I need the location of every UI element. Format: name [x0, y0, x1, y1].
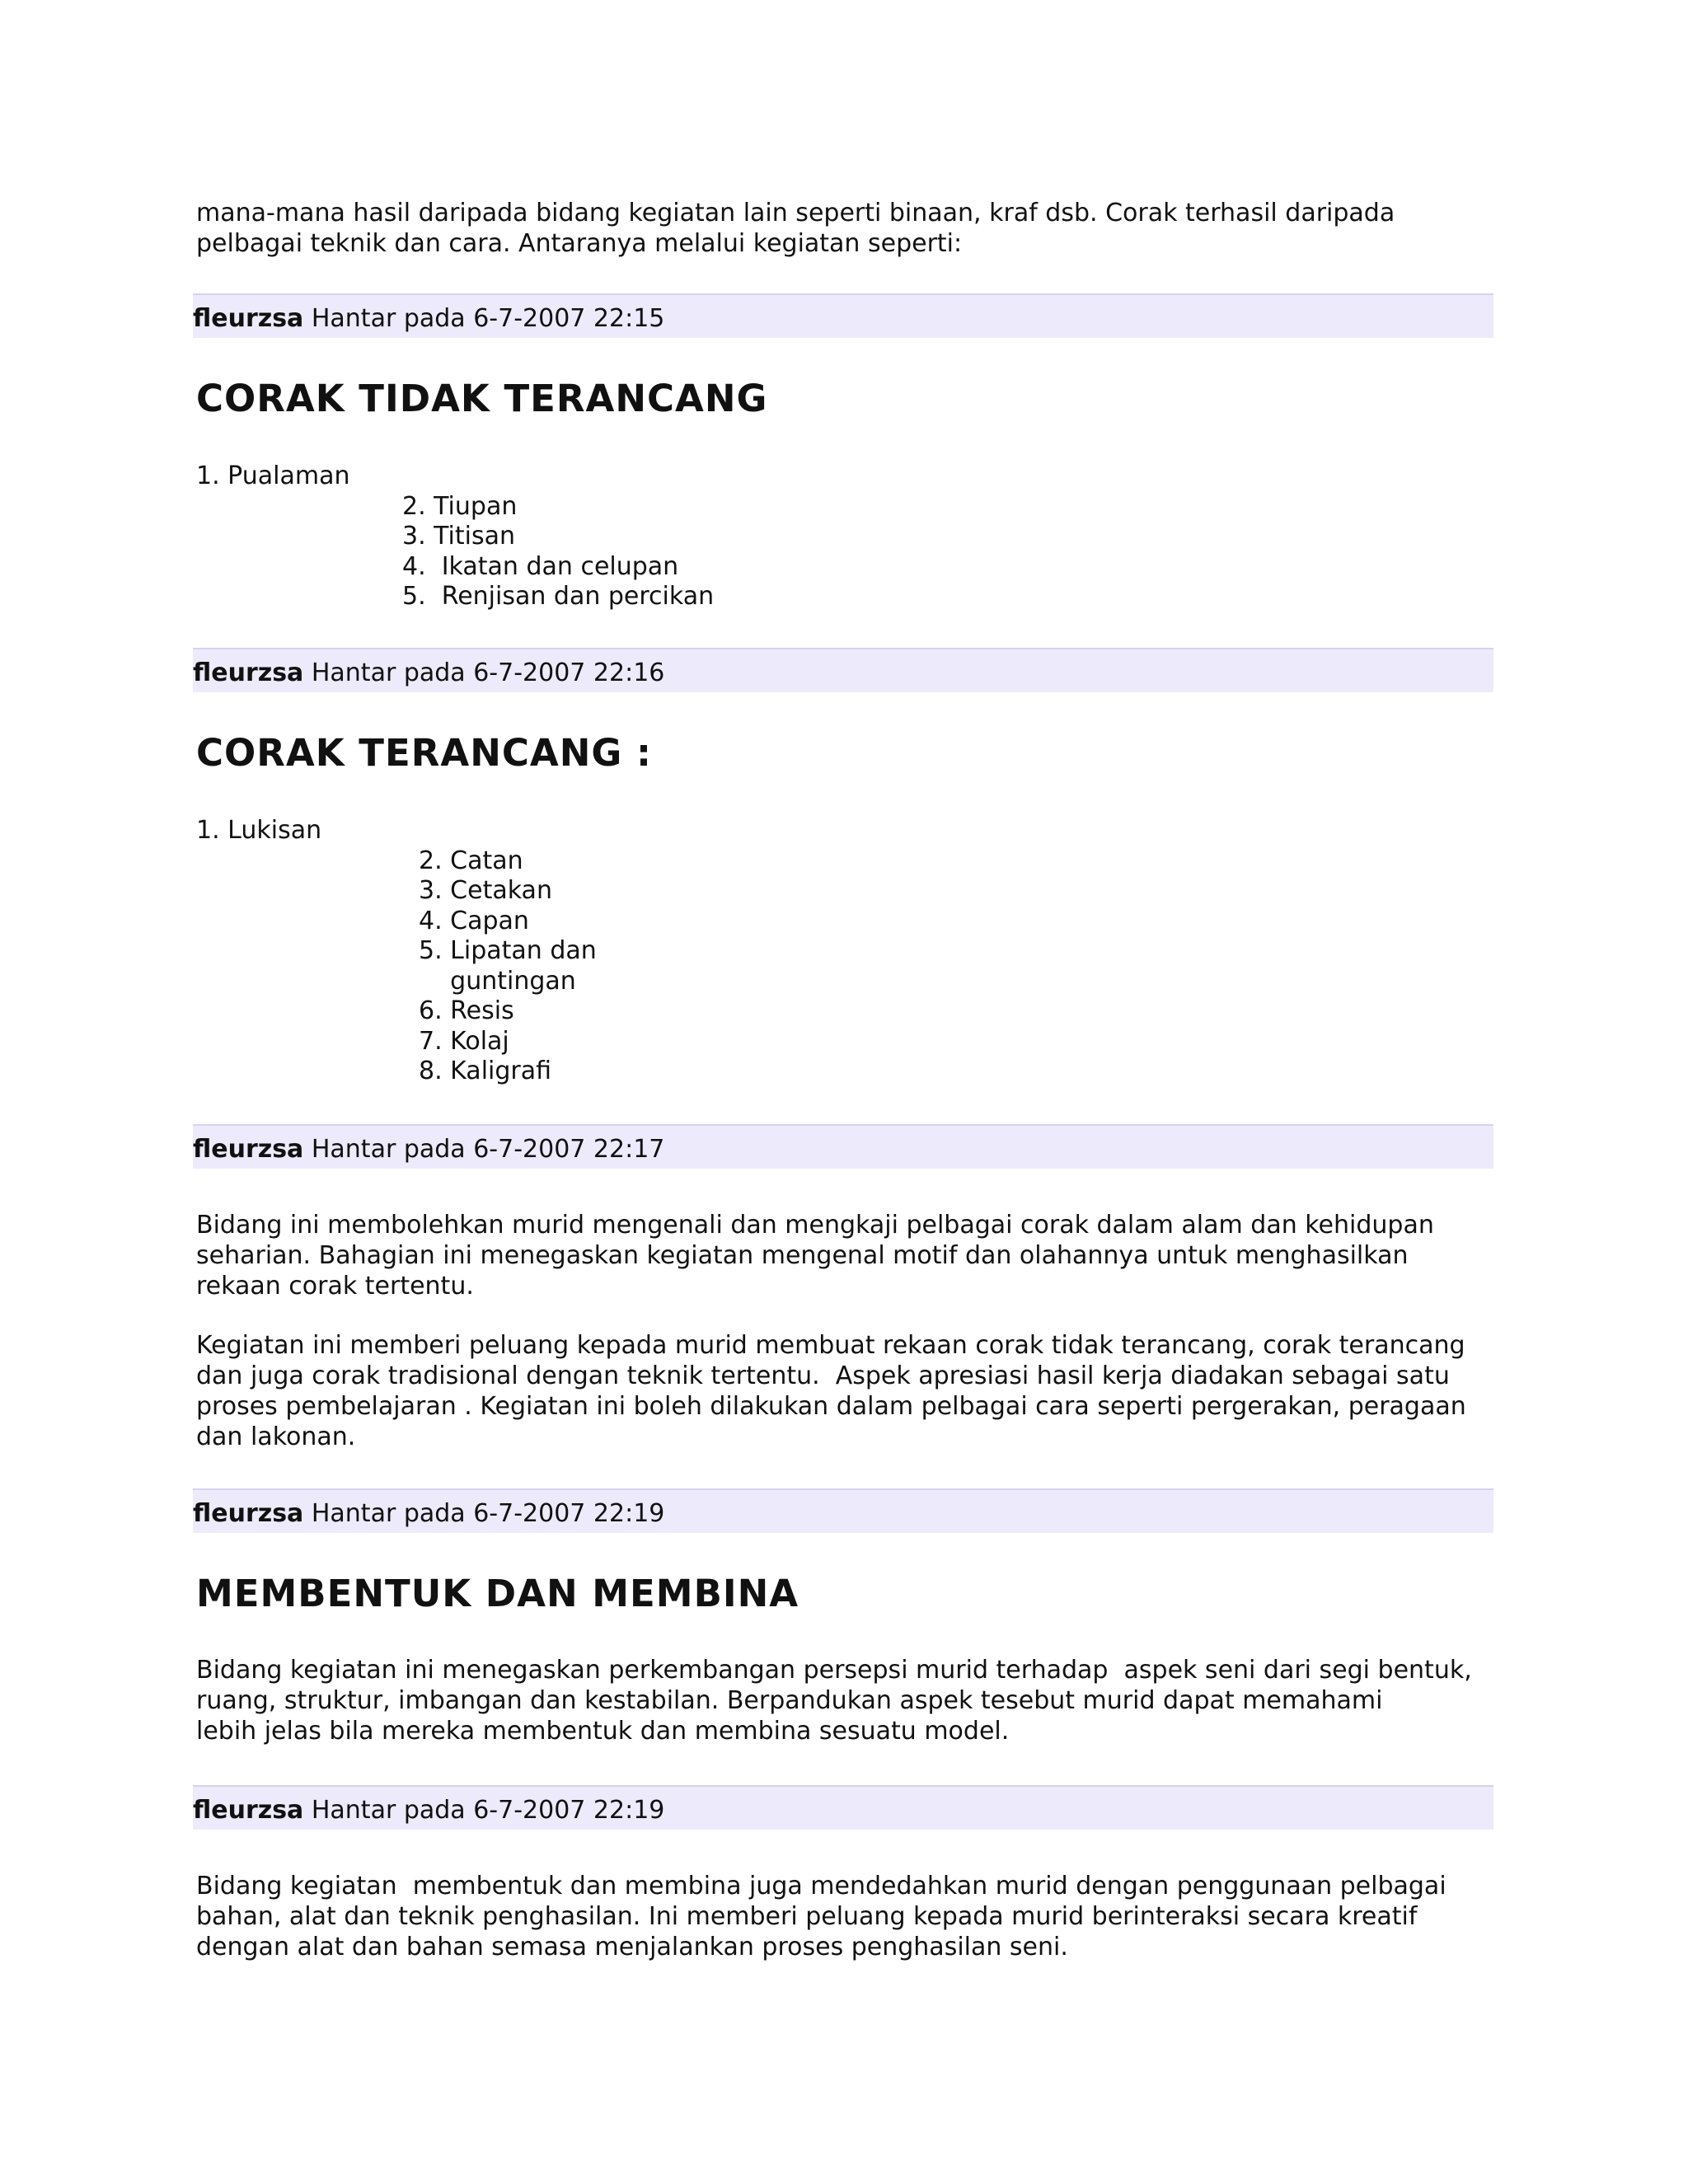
- body-line: lebih jelas bila mereka membentuk dan membina sesuatu model.: [196, 1717, 1010, 1746]
- post-timestamp: Hantar pada 6-7-2007 22:16: [311, 658, 665, 687]
- list-item: 8. Kaligrafi: [419, 1057, 552, 1085]
- post-body: [196, 1330, 1466, 1452]
- section-heading: CORAK TERANCANG :: [196, 731, 652, 775]
- body-line: ruang, struktur, imbangan dan kestabilan. Berpandukan aspek tesebut murid dapat memahami: [196, 1686, 1383, 1715]
- list-item: 3. Titisan: [402, 522, 516, 551]
- list-item: guntingan: [419, 966, 576, 996]
- post-body: [196, 1210, 1434, 1301]
- section-heading: MEMBENTUK DAN MEMBINA: [196, 1572, 799, 1615]
- post-timestamp: Hantar pada 6-7-2007 22:19: [311, 1796, 665, 1825]
- post-body: [196, 1871, 1447, 1962]
- post-timestamp: Hantar pada 6-7-2007 22:15: [311, 304, 665, 333]
- body-line: Bidang ini membolehkan murid mengenali dan mengkaji pelbagai corak dalam alam dan kehidupan: [196, 1211, 1434, 1240]
- list-item: 2. Tiupan: [402, 491, 518, 521]
- intro-line: mana-mana hasil daripada bidang kegiatan lain seperti binaan, kraf dsb. Corak terhasil daripada: [196, 199, 1395, 227]
- body-line: rekaan corak tertentu.: [196, 1272, 474, 1301]
- post-author[interactable]: fleurzsa: [193, 1499, 304, 1528]
- pattern-list: [196, 816, 597, 1087]
- intro-paragraph: [196, 198, 1395, 259]
- list-item: 2. Catan: [419, 846, 523, 875]
- body-line: dengan alat dan bahan semasa menjalankan proses penghasilan seni.: [196, 1933, 1068, 1961]
- list-item: 5. Lipatan dan: [419, 936, 597, 965]
- list-item: 1. Lukisan: [196, 816, 322, 845]
- post-body: [196, 1655, 1472, 1746]
- body-line: bahan, alat dan teknik penghasilan. Ini memberi peluang kepada murid berinteraksi secara kreatif: [196, 1902, 1418, 1931]
- post-header: [193, 1488, 1493, 1533]
- post-header: [193, 1124, 1493, 1169]
- list-item: 6. Resis: [419, 996, 514, 1025]
- body-line: dan lakonan.: [196, 1422, 356, 1451]
- body-line: Kegiatan ini memberi peluang kepada murid membuat rekaan corak tidak terancang, corak terancang: [196, 1331, 1465, 1360]
- body-line: Bidang kegiatan ini menegaskan perkembangan persepsi murid terhadap aspek seni dari segi bentuk,: [196, 1656, 1472, 1685]
- body-line: proses pembelajaran . Kegiatan ini boleh dilakukan dalam pelbagai cara seperti pergerakan, peragaan: [196, 1392, 1466, 1421]
- post-header: [193, 293, 1493, 338]
- list-item: 5. Renjisan dan percikan: [402, 582, 715, 611]
- list-item: 1. Pualaman: [196, 462, 350, 490]
- body-line: dan juga corak tradisional dengan teknik tertentu. Aspek apresiasi hasil kerja diadakan sebagai satu: [196, 1361, 1450, 1390]
- list-item: 4. Ikatan dan celupan: [402, 551, 679, 581]
- body-line: Bidang kegiatan membentuk dan membina juga mendedahkan murid dengan penggunaan pelbagai: [196, 1872, 1447, 1900]
- post-author[interactable]: fleurzsa: [193, 658, 304, 687]
- intro-line: pelbagai teknik dan cara. Antaranya melalui kegiatan seperti:: [196, 229, 963, 258]
- body-line: seharian. Bahagian ini menegaskan kegiatan mengenal motif dan olahannya untuk menghasilkan: [196, 1241, 1409, 1270]
- post-timestamp: Hantar pada 6-7-2007 22:17: [311, 1135, 665, 1164]
- post-header: [193, 1785, 1493, 1830]
- list-item: 7. Kolaj: [419, 1026, 509, 1056]
- post-header: [193, 648, 1493, 692]
- list-item: 3. Cetakan: [419, 876, 552, 905]
- post-author[interactable]: fleurzsa: [193, 1796, 304, 1825]
- post-author[interactable]: fleurzsa: [193, 1135, 304, 1164]
- list-item: 4. Capan: [419, 906, 529, 935]
- section-heading: CORAK TIDAK TERANCANG: [196, 377, 768, 420]
- pattern-list: [196, 462, 714, 612]
- post-timestamp: Hantar pada 6-7-2007 22:19: [311, 1499, 665, 1528]
- post-author[interactable]: fleurzsa: [193, 304, 304, 333]
